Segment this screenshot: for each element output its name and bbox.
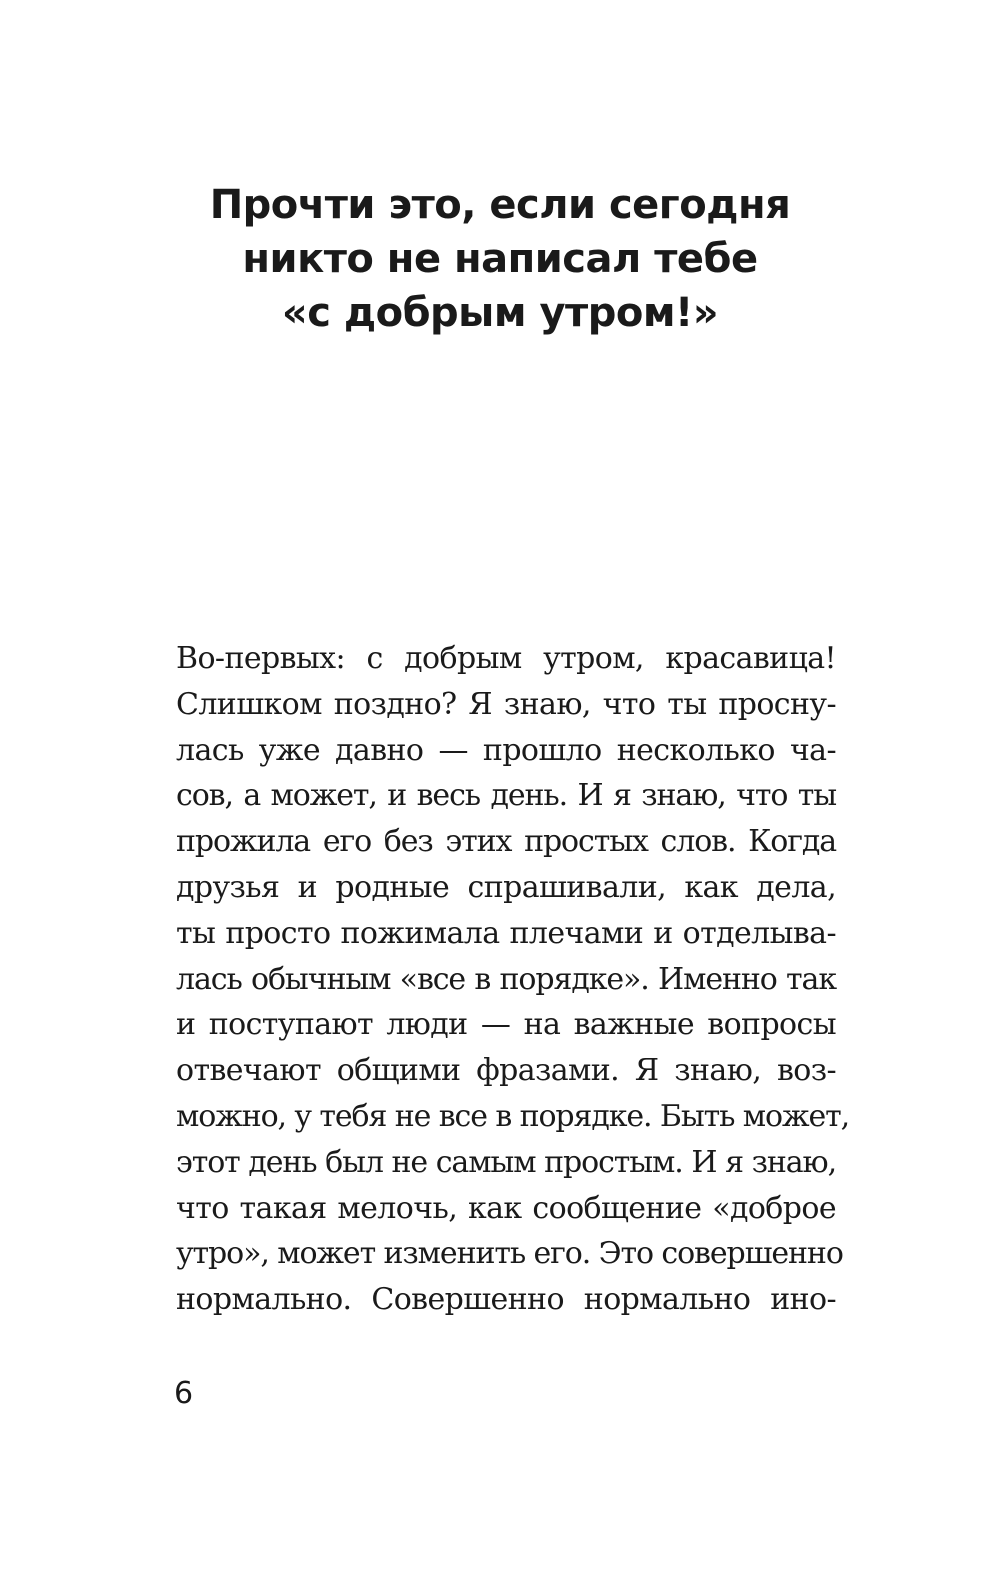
chapter-title-line-2: никто не написал тебе [242, 236, 758, 282]
body-line-9: и поступают люди — на важные вопросы [176, 1007, 836, 1043]
chapter-title-line-3: «с добрым утром!» [281, 290, 719, 336]
body-line-5: прожила его без этих простых слов. Когда [176, 824, 836, 860]
chapter-title-line-1: Прочти это, если сегодня [209, 182, 791, 228]
page-number: 6 [174, 1376, 194, 1411]
body-line-7: ты просто пожимала плечами и отделыва- [176, 915, 836, 951]
body-line-12: этот день был не самым простым. И я знаю, [176, 1144, 836, 1180]
body-line-13: что такая мелочь, как сообщение «доброе [176, 1190, 836, 1226]
body-line-15: нормально. Совершенно нормально ино- [176, 1282, 836, 1318]
body-line-2: Слишком поздно? Я знаю, что ты просну- [176, 686, 836, 722]
body-line-4: сов, а может, и весь день. И я знаю, что ты [176, 778, 836, 814]
body-line-3: лась уже давно — прошло несколько ча- [176, 732, 836, 768]
chapter-title [0, 178, 1000, 340]
body-line-8: лась обычным «все в порядке». Именно так [176, 961, 836, 997]
body-line-10: отвечают общими фразами. Я знаю, воз- [176, 1053, 836, 1089]
body-line-1: Во-первых: с добрым утром, красавица! [176, 641, 836, 676]
body-paragraph [176, 636, 850, 1323]
body-line-11: можно, у тебя не все в порядке. Быть может, [176, 1098, 850, 1134]
body-line-6: друзья и родные спрашивали, как дела, [176, 869, 836, 905]
body-line-14: утро», может изменить его. Это совершенно [176, 1236, 843, 1272]
